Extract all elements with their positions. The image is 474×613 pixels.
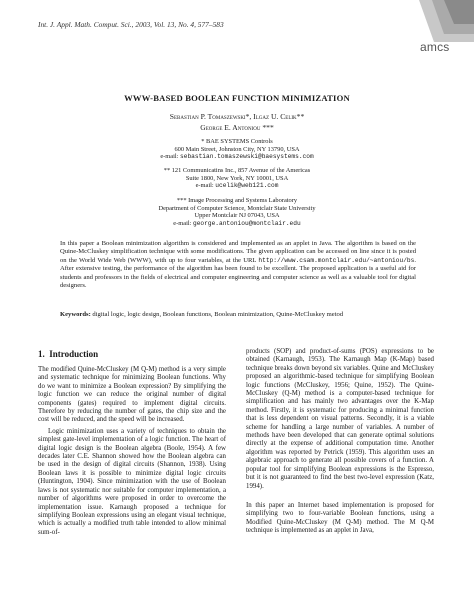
affiliation-email-line	[0, 153, 474, 161]
right-column	[246, 348, 434, 536]
paragraph: The modified Quine-McCluskey (M Q-M) method is a very simple and systematic technique for minimizing Boolean functions. Why do we want to minimize a Boolean expression? By simplifying the logic function we can reduce the original number of digital components (gates) required to implement digital circuits. Therefore by reducing the number of gates, the chip size and the cost will be reduced, and the speed will be increased.	[38, 366, 226, 424]
affiliation-line: Suite 1800, New York, NY 10001, USA	[185, 174, 289, 182]
email-address[interactable]: ucelik@web121.com	[215, 182, 279, 190]
keywords	[60, 311, 416, 319]
section-heading	[38, 349, 98, 359]
abstract-text: . After extensive testing, the performance of the algorithm has been found to be excellent. The proposed application is a useful aid for students and professors in the fields of electrical and computer engineering and computer science as well as a valuable tool for digital designers.	[60, 256, 416, 290]
affiliation-line: Upper Montclair NJ 07043, USA	[194, 212, 280, 220]
affiliation-email-line	[0, 220, 474, 228]
affiliation-line: *** Image Processing and Systems Laboratory	[176, 197, 298, 204]
abstract-text: In this paper a Boolean minimization algorithm is considered and implemented as an applet in Java. The algorithm is based on the Quine-McCluskey simplification technique with some modifications. The given application can be accessed on line since it is posted on the World Wide Web (WWW), with up to four variables, at the URL	[60, 240, 416, 264]
email-label: e-mail:	[173, 219, 193, 227]
email-label: e-mail:	[160, 153, 181, 161]
keywords-text: digital logic, logic design, Boolean functions, Boolean minimization, Quine-McCluskey metod	[90, 311, 344, 318]
keywords-label: Keywords:	[60, 311, 91, 318]
email-address[interactable]: sebastian.tomaszewski@baesystems.com	[180, 153, 314, 161]
journal-logo-text: amcs	[420, 40, 450, 54]
email-label: e-mail:	[195, 182, 216, 190]
affiliation-line: 600 Main Street, Johnston City, NY 13790, USA	[174, 145, 300, 153]
email-address[interactable]: george.antoniou@montclair.edu	[193, 219, 301, 227]
section-number: 1.	[38, 349, 45, 359]
affiliation-line: ** 121 Communicatins Inc., 857 Avenue of the Americas	[163, 167, 311, 174]
affiliation-line: * BAE SYSTEMS Controls	[201, 138, 273, 145]
affiliation-email-line	[0, 182, 474, 190]
affiliation-2	[0, 167, 474, 190]
paragraph: products (SOP) and product-of-sums (POS) expressions to be obtained (Karnaugh, 1953). The Karnaugh Map (K-Map) based technique breaks down beyond six variables. Quine and McCluskey proposed an algorithmic-based technique for simplifying Boolean logic functions (McCluskey, 1956; Quine, 1952). The Quine-McCluskey (Q-M) method is a computer-based technique for simplification and has mainly two advantages over the K-Map method. Firstly, it is systematic for producing a minimal function that is less dependent on visual patterns. Secondly, it is a viable scheme for handling a large number of variables. A number of methods have been developed that can generate optimal solutions directly at the expense of additional computation time. Another algorithm was reported by Petrick (1959). This algorithm uses an algebraic approach to generate all possible covers of a function. A popular tool for simplifying Boolean expressions is the Espresso, but it is not guaranteed to find the best two-level expression (Katz, 1994).	[246, 348, 434, 490]
abstract-url-link[interactable]: http://www.csam.montclair.edu/~antoniou/bs	[258, 256, 415, 264]
authors-line-1: Sebastian P. Tomaszewski*, Ilgaz U. Celik**	[169, 112, 305, 121]
paragraph: In this paper an Internet based implementation is proposed for simplifying two to four-variable Boolean functions, using a Modified Quine-McCluskey (M Q-M) method. The M Q-M technique is implemented as an applet in Java,	[246, 501, 434, 535]
paragraph: Logic minimization uses a variety of techniques to obtain the simplest gate-level implementation of a logic function. The heart of digital logic design is the Boolean algebra (Boole, 1954). A few decades later C.E. Shannon showed how the Boolean algebra can be used in the design of digital circuits (Shannon, 1938). Using Boolean laws it is possible to minimize digital logic circuits (Huntington, 1904). Since minimization with the use of Boolean laws is not systematic nor suitable for computer implementation, a number of algorithms were proposed in order to overcome the implementation issue. Karnaugh proposed a technique for simplifying Boolean expressions using an elegant visual technique, which is actually a modified truth table intended to allow minimal sum-of-	[38, 427, 226, 536]
section-title: Introduction	[49, 349, 99, 359]
abstract	[60, 240, 416, 290]
affiliation-3	[0, 197, 474, 227]
affiliation-1	[0, 138, 474, 161]
affiliation-line: Department of Computer Science, Montclair State University	[158, 204, 316, 212]
left-column	[38, 366, 226, 537]
authors-line-2: George E. Antoniou ***	[200, 123, 274, 132]
paper-title: WWW-BASED BOOLEAN FUNCTION MINIMIZATION	[124, 93, 350, 103]
journal-citation: Int. J. Appl. Math. Comput. Sci., 2003, Vol. 13, No. 4, 577–583	[38, 20, 224, 29]
